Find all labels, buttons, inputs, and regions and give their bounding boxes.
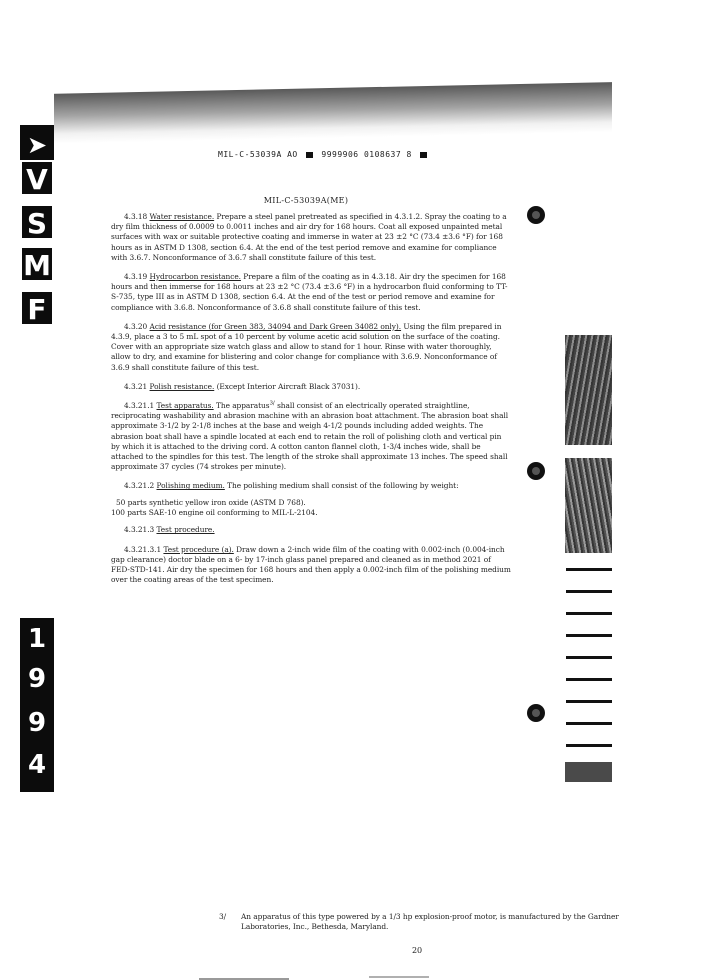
section-text: shall consist of an electrically operated straightline, reciprocating washability and abrasion machine with an abrasion boat attachment. The abrasion boat shall approximate 3-1/2 by 2-1/8 inches at the base and weigh 4-1/2 pounds including added weights. The abrasion boat shall have a spindle located at each end to retain the roll of polishing cloth and vertical pin by which it is attached to the driving cord. A cotton canton flannel cloth, 1-3/4 inches wide, shall be attached to the spindles for this test. The length of the stroke shall approximate 13 inches. The speed shall approximate 37 cycles (74 strokes per minute). xyxy=(111,401,509,472)
tile-letter-m: M xyxy=(20,246,54,282)
section-text: Using the film prepared in 4.3.9, place a 3 to 5 mL spot of a 10 percent by volume acetic acid solution on the surface of the coating. Cover with an appropriate size watch glass and allow to stand for 1 hour. Rinse with water thoroughly, allow to dry, and examine for blistering and color change for compliance with 3.6.9. Nonconformance of 3.6.9 shall constitute failure of this test. xyxy=(111,321,502,372)
document-id: MIL-C-53039A(ME) xyxy=(263,196,349,205)
hatch-line xyxy=(566,612,612,615)
section-number: 4.3.21.1 xyxy=(124,401,155,411)
hatch-line xyxy=(566,678,612,681)
paragraph-4-3-21-3 xyxy=(111,525,511,535)
list-item: 50 parts synthetic yellow iron oxide (ASTM D 768). xyxy=(116,497,306,507)
tile-letter-s: S xyxy=(20,204,54,240)
hatch-line xyxy=(566,700,612,703)
section-text: The polishing medium shall consist of the following by weight: xyxy=(227,481,459,491)
footnote xyxy=(219,912,619,932)
year-digit-2: 9 xyxy=(27,664,47,694)
paragraph-4-3-21-1 xyxy=(111,401,511,472)
header-code xyxy=(218,150,430,159)
paragraph-4-3-19 xyxy=(111,272,511,313)
scan-smudge-top xyxy=(50,82,612,144)
section-title: Test apparatus. xyxy=(156,401,214,411)
section-number: 4.3.21.3 xyxy=(124,525,155,535)
section-title: Polish resistance. xyxy=(149,381,215,391)
header-block-mark xyxy=(306,152,313,158)
section-number: 4.3.18 xyxy=(124,212,148,221)
arrow-icon: ➤ xyxy=(20,125,54,165)
scan-noise-right-2 xyxy=(565,458,612,553)
tile-letter-f: F xyxy=(20,290,54,326)
section-text: Draw down a 2-inch wide film of the coating with 0.002-inch (0.004-inch gap clearance) doctor blade on a 6- by 17-inch glass panel prepared and cleaned as in method 2021 of FED-STD-141. Air dry the specimen for 168 hours and then apply a 0.002-inch film of the polishing medium over the coating areas of the test specimen. xyxy=(111,544,511,585)
punch-hole xyxy=(527,704,545,722)
hatch-line xyxy=(566,590,612,593)
section-title: Polishing medium. xyxy=(156,481,225,491)
section-title: Test procedure (a). xyxy=(163,544,234,554)
section-number: 4.3.19 xyxy=(124,272,148,282)
footnote-reference: 3/ xyxy=(269,400,275,407)
footnote-text: An apparatus of this type powered by a 1/3 hp explosion-proof motor, is manufactured by the Gardner Laboratories, Inc., Bethesda, Maryland. xyxy=(241,912,619,932)
hatch-line xyxy=(566,722,612,725)
paragraph-4-3-21-2 xyxy=(111,481,511,491)
section-title: Hydrocarbon resistance. xyxy=(149,272,241,282)
section-title: Test procedure. xyxy=(156,525,215,535)
punch-hole xyxy=(527,462,545,480)
hatch-line xyxy=(566,568,612,571)
section-text: Prepare a film of the coating as in 4.3.18. Air dry the specimen for 168 hours and then immerse for 168 hours at 23 ±2 °C (73.4 ±3.6 °F) in a hydrocarbon fluid conforming to TT-S-735, type III as in ASTM D 1308, section 6.4. At the end of the test or period remove and examine for compliance with 3.6.8. Nonconformance of 3.6.8 shall constitute failure of this test. xyxy=(111,272,508,312)
tile-letter-v: V xyxy=(20,160,54,196)
section-number: 4.3.21.3.1 xyxy=(124,544,162,554)
year-digit-3: 9 xyxy=(27,708,47,738)
section-text: (Except Interior Aircraft Black 37031). xyxy=(216,381,361,391)
scan-noise-right-1 xyxy=(565,335,612,445)
header-code-right: 9999906 0108637 8 xyxy=(321,150,412,159)
section-text: Prepare a steel panel pretreated as specified in 4.3.1.2. Spray the coating to a dry film thickness of 0.0009 to 0.0011 inches and air dry for 168 hours. Coat all exposed unpainted metal surfaces with wax or suitable protective coating and immerse in water at 23 ±2 °C (73.4 ±3.6 °F) for 168 hours as in ASTM D 1308, section 6.4. At the end of the test period remove and examine for compliance with 3.6.7. Nonconformance of 3.6.7 shall constitute failure of this test. xyxy=(111,212,507,262)
section-title: Acid resistance (for Green 383, 34094 and Dark Green 34082 only). xyxy=(149,321,402,331)
year-digit-1: 1 xyxy=(27,624,47,654)
section-number: 4.3.20 xyxy=(124,321,148,331)
paragraph-4-3-21 xyxy=(111,382,511,392)
section-title: Water resistance. xyxy=(149,212,215,221)
polishing-medium-list xyxy=(111,498,511,586)
paragraph-4-3-21-3-1 xyxy=(111,545,511,586)
section-number: 4.3.21.2 xyxy=(124,481,155,491)
section-number: 4.3.21 xyxy=(124,381,148,391)
page-number: 20 xyxy=(411,946,423,955)
header-block-mark xyxy=(420,152,427,158)
paragraph-4-3-18 xyxy=(111,212,511,263)
hatch-line xyxy=(566,744,612,747)
footnote-mark: 3/ xyxy=(219,912,227,921)
year-digit-4: 4 xyxy=(27,750,47,780)
punch-hole xyxy=(527,206,545,224)
paragraph-4-3-20 xyxy=(111,322,511,373)
scan-noise-right-3 xyxy=(565,762,612,782)
section-text-pre: The apparatus xyxy=(215,401,270,411)
hatch-line xyxy=(566,634,612,637)
document-body xyxy=(111,212,619,955)
list-item: 100 parts SAE-10 engine oil conforming to MIL-L-2104. xyxy=(111,507,318,517)
hatch-line xyxy=(566,656,612,659)
header-code-left: MIL-C-53039A AO xyxy=(218,150,298,159)
scan-smudge-bottom xyxy=(369,976,429,978)
